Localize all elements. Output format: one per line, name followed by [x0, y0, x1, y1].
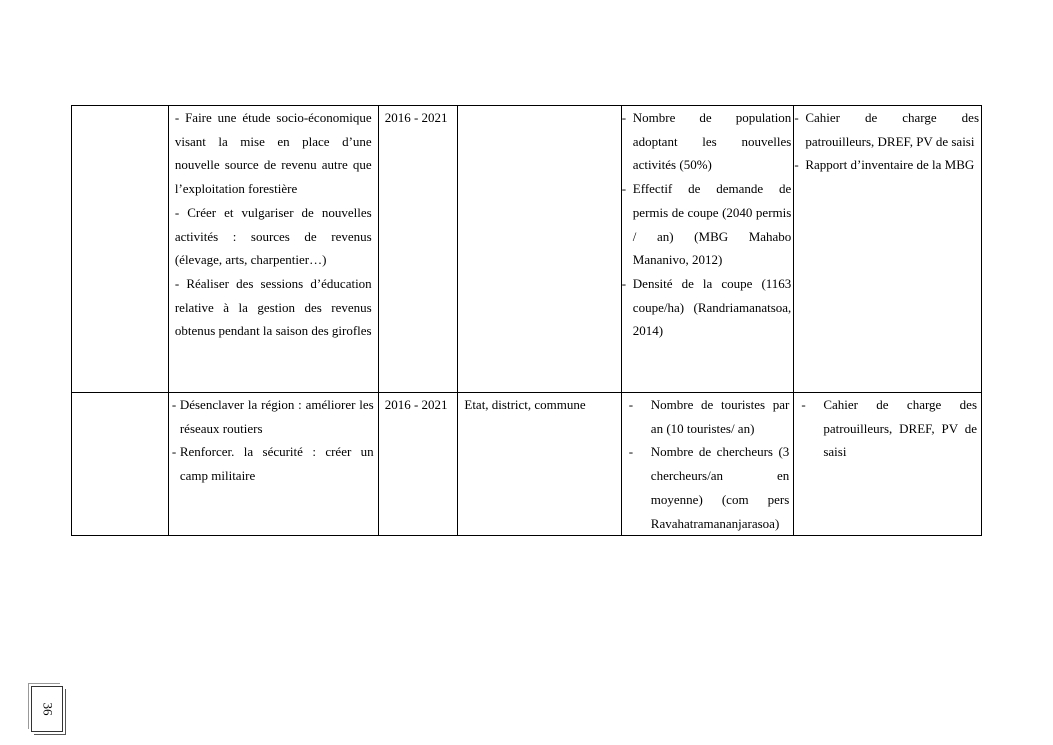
indicator-item: - Nombre de touristes par an (10 touristes/ an) — [622, 393, 794, 440]
action-item: - Renforcer. la sécurité : créer un camp militaire — [169, 440, 378, 487]
dash-marker: - — [794, 110, 799, 125]
indicator-item: - Effectif de demande de permis de coupe (2040 permis / an) (MBG Mahabo Mananivo, 2012) — [622, 177, 794, 272]
row2-actors-cell: Etat, district, commune — [458, 393, 621, 536]
dash-marker: - — [801, 397, 806, 412]
dash-marker: - — [621, 275, 627, 291]
row2-sources-cell — [794, 393, 982, 536]
row1-period-cell: 2016 - 2021 — [378, 106, 458, 393]
row1-actors-cell — [458, 106, 621, 393]
row1-indicators-cell — [621, 106, 794, 393]
action-item: - Créer et vulgariser de nouvelles activités : sources de revenus (élevage, arts, charpentier…) — [174, 204, 372, 268]
table-row — [72, 106, 982, 393]
row1-actions-cell — [168, 106, 378, 393]
source-item: - Cahier de charge des patrouilleurs, DREF, PV de saisi — [794, 106, 981, 153]
action-plan-table — [71, 105, 982, 536]
action-item: - Désenclaver la région : améliorer les réseaux routiers — [169, 393, 378, 440]
action-item: - Faire une étude socio-économique visant la mise en place d’une nouvelle source de revenu autre que l’exploitation forestière — [174, 110, 372, 197]
indicator-item: - Nombre de population adoptant les nouvelles activités (50%) — [622, 106, 794, 177]
row2-first-cell — [72, 393, 169, 536]
dash-marker: - — [171, 444, 177, 460]
row2-actions-cell — [168, 393, 378, 536]
table-row — [72, 393, 982, 536]
source-item: - Cahier de charge des patrouilleurs, DREF, PV de saisi — [794, 393, 981, 464]
row1-sources-cell — [794, 106, 982, 393]
row1-first-cell — [72, 106, 169, 393]
row2-indicators-cell — [621, 393, 794, 536]
action-item: - Réaliser des sessions d’éducation relative à la gestion des revenus obtenus pendant la saison des girofles — [174, 275, 372, 339]
page-number: 36 — [40, 702, 55, 716]
dash-marker: - — [628, 444, 634, 460]
dash-marker: - — [621, 110, 627, 125]
indicator-item: - Nombre de chercheurs (3 chercheurs/an en moyenne) (com pers Ravahatramananjarasoa) — [622, 440, 794, 535]
source-item: - Rapport d’inventaire de la MBG — [794, 153, 981, 177]
indicator-item: - Densité de la coupe (1163 coupe/ha) (Randriamanatsoa, 2014) — [622, 272, 794, 343]
row2-period-cell: 2016 - 2021 — [378, 393, 458, 536]
dash-marker: - — [171, 397, 177, 412]
dash-marker: - — [794, 157, 799, 173]
dash-marker: - — [621, 181, 627, 197]
page-number-box — [31, 686, 63, 732]
dash-marker: - — [628, 397, 634, 412]
